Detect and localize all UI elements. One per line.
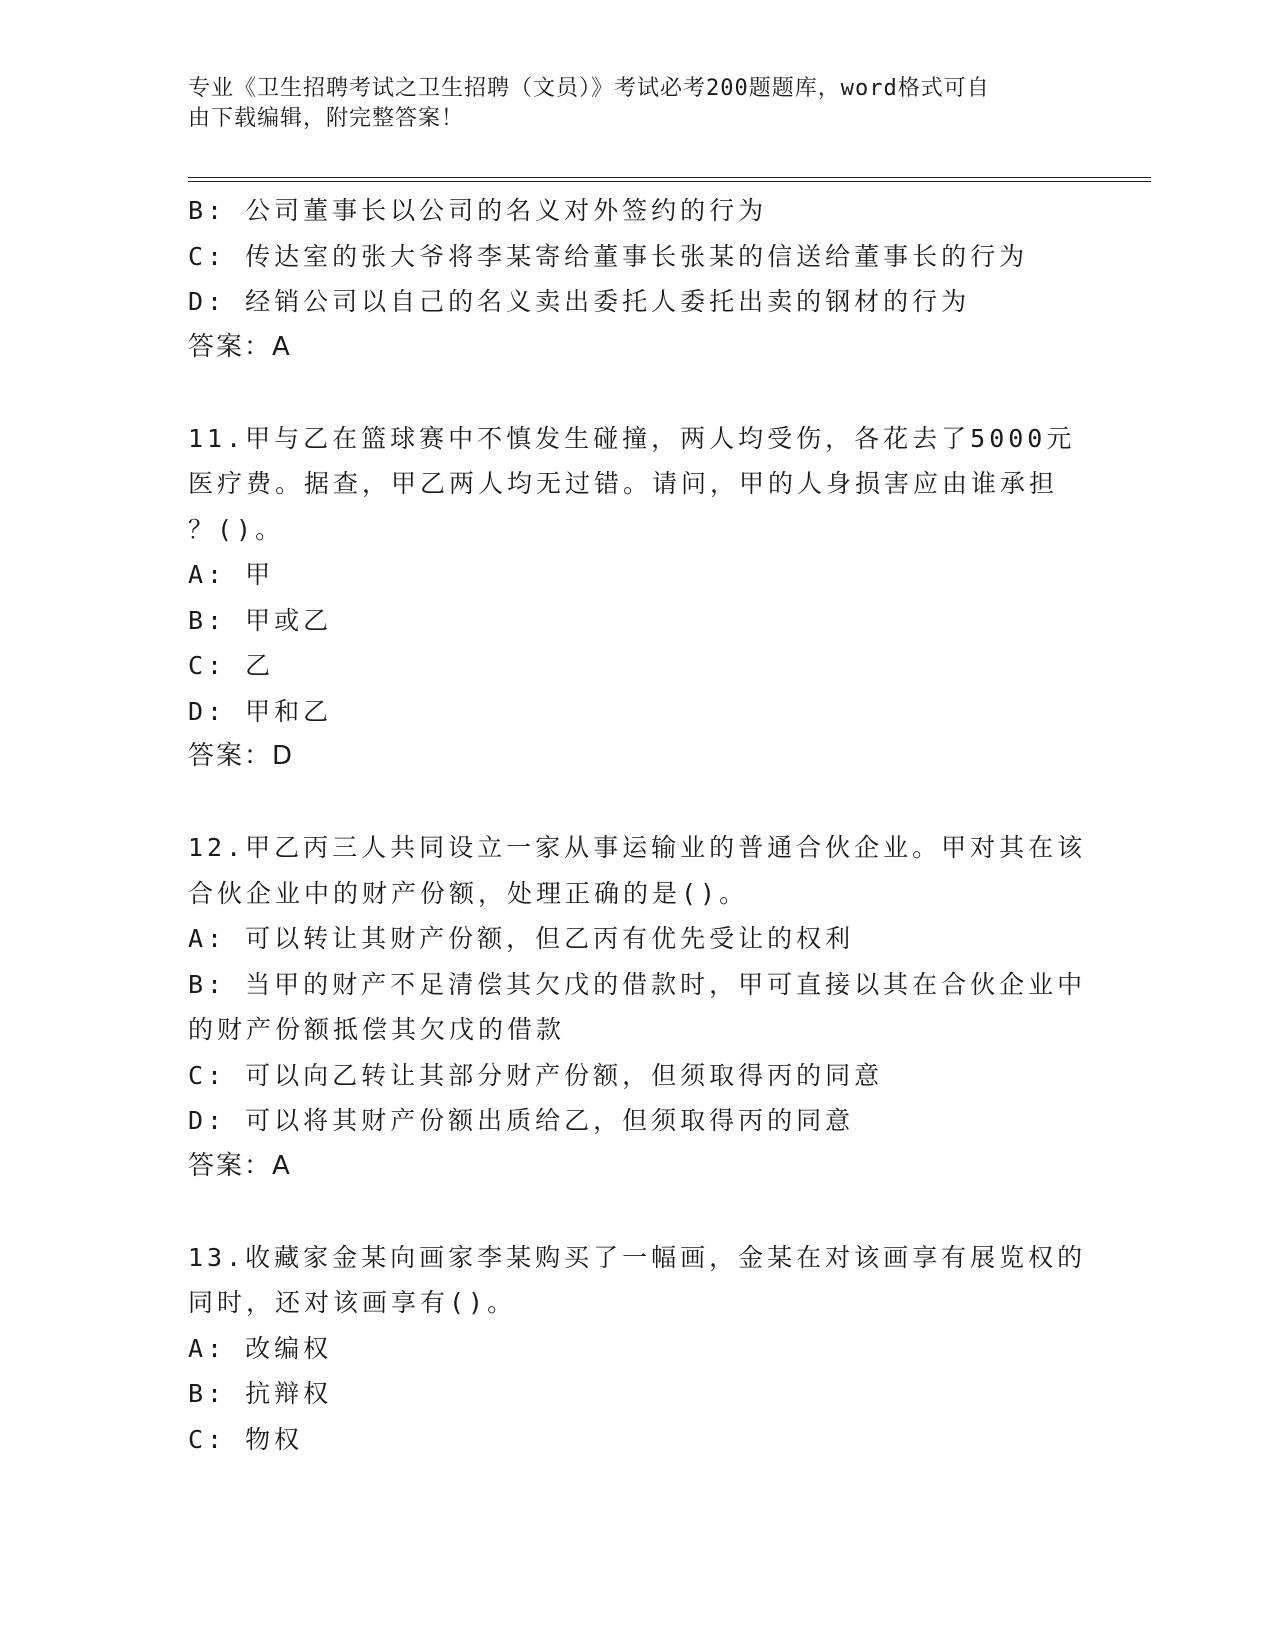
answer-line: 答案：A bbox=[188, 1150, 292, 1181]
option-a: A: 甲 bbox=[188, 560, 275, 589]
question-11 bbox=[188, 416, 1088, 780]
option-a: A: 可以转让其财产份额，但乙丙有优先受让的权利 bbox=[188, 924, 855, 953]
option-b: B: 公司董事长以公司的名义对外签约的行为 bbox=[188, 196, 768, 225]
option-b: B: 当甲的财产不足清偿其欠戊的借款时，甲可直接以其在合伙企业中 bbox=[188, 969, 1087, 999]
header-line-2: 由下载编辑，附完整答案！ bbox=[188, 106, 465, 131]
answer-line: 答案：A bbox=[188, 331, 292, 362]
option-c: C: 传达室的张大爷将李某寄给董事长张某的信送给董事长的行为 bbox=[188, 241, 1029, 271]
option-d: D: 可以将其财产份额出质给乙，但须取得丙的同意 bbox=[188, 1106, 855, 1135]
option-c: C: 乙 bbox=[188, 651, 275, 680]
option-b: B: 抗辩权 bbox=[188, 1379, 333, 1408]
question-stem-line: 13.收藏家金某向画家李某购买了一幅画，金某在对该画享有展览权的 bbox=[188, 1242, 1087, 1272]
question-stem-line: 合伙企业中的财产份额，处理正确的是()。 bbox=[188, 878, 749, 908]
question-10-continued bbox=[188, 188, 1088, 370]
option-c: C: 物权 bbox=[188, 1424, 304, 1454]
question-stem-line: 同时，还对该画享有()。 bbox=[188, 1288, 517, 1317]
option-d: D: 经销公司以自己的名义卖出委托人委托出卖的钢材的行为 bbox=[188, 287, 971, 316]
question-stem-line: ？()。 bbox=[188, 514, 285, 544]
spacer bbox=[188, 1189, 1088, 1235]
spacer bbox=[188, 370, 1088, 416]
option-b-continued: 的财产份额抵偿其欠戊的借款 bbox=[188, 1015, 566, 1044]
question-13 bbox=[188, 1235, 1088, 1463]
option-c: C: 可以向乙转让其部分财产份额，但须取得丙的同意 bbox=[188, 1060, 884, 1090]
option-b: B: 甲或乙 bbox=[188, 605, 333, 635]
question-stem-line: 12.甲乙丙三人共同设立一家从事运输业的普通合伙企业。甲对其在该 bbox=[188, 833, 1087, 862]
answer-line: 答案：D bbox=[188, 741, 295, 771]
spacer bbox=[188, 780, 1088, 826]
header-line-1: 专业《卫生招聘考试之卫生招聘（文员）》考试必考200题题库，word格式可自 bbox=[188, 76, 990, 101]
header-double-rule bbox=[188, 177, 1151, 182]
question-list bbox=[188, 188, 1088, 1462]
option-a: A: 改编权 bbox=[188, 1333, 333, 1363]
question-stem-line: 11.甲与乙在篮球赛中不慎发生碰撞，两人均受伤，各花去了5000元 bbox=[188, 423, 1076, 453]
question-12 bbox=[188, 825, 1088, 1189]
document-header bbox=[188, 74, 1068, 134]
option-d: D: 甲和乙 bbox=[188, 696, 333, 726]
question-stem-line: 医疗费。据查，甲乙两人均无过错。请问，甲的人身损害应由谁承担 bbox=[188, 469, 1059, 498]
